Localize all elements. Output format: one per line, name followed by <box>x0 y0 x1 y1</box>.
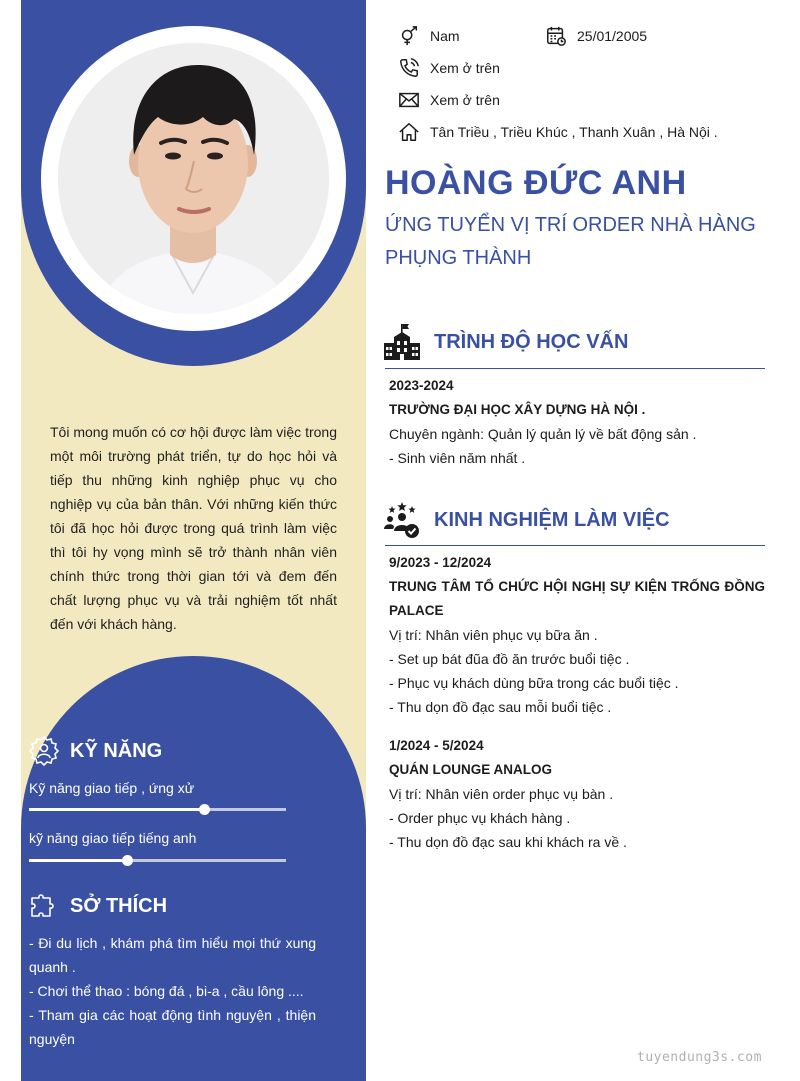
education-detail: Chuyên ngành: Quản lý quản lý về bất động sản . <box>389 426 697 442</box>
experience-heading <box>383 501 670 539</box>
skill-bar-knob <box>199 804 210 815</box>
calendar-icon <box>545 25 567 47</box>
birthdate-row <box>545 25 647 47</box>
gender-value: Nam <box>430 28 460 44</box>
mail-icon <box>398 89 420 111</box>
hobbies-title: SỞ THÍCH <box>70 894 168 917</box>
address-value: Tân Triều , Triều Khúc , Thanh Xuân , Hà Nội . <box>430 124 718 140</box>
experience-detail: - Phục vụ khách dùng bữa trong các buổi tiệc . <box>389 675 679 691</box>
email-value: Xem ở trên <box>430 92 500 108</box>
birthdate-value: 25/01/2005 <box>577 28 648 44</box>
skill-bar-knob <box>122 855 133 866</box>
address-row <box>398 121 718 143</box>
education-title: TRÌNH ĐỘ HỌC VẤN <box>434 330 629 353</box>
home-icon <box>398 121 420 143</box>
experience-detail: Vị trí: Nhân viên phục vụ bữa ăn . <box>389 627 598 643</box>
experience-period: 9/2023 - 12/2024 <box>389 555 492 570</box>
experience-divider <box>385 545 765 546</box>
skill-label: kỹ năng giao tiếp tiếng anh <box>29 830 197 846</box>
skill-bar-fill <box>29 808 204 811</box>
skills-title: KỸ NĂNG <box>70 739 163 762</box>
applied-position: ỨNG TUYỂN VỊ TRÍ ORDER NHÀ HÀNG PHỤNG THÀNH <box>385 214 756 269</box>
experience-detail: Vị trí: Nhân viên order phục vụ bàn . <box>389 786 614 802</box>
hobby-item: - Tham gia các hoạt động tình nguyện , thiện nguyện <box>29 1007 316 1047</box>
hobbies-heading <box>28 890 167 922</box>
education-detail: - Sinh viên năm nhất . <box>389 450 526 466</box>
school-icon <box>383 323 421 361</box>
skill-bar <box>29 808 286 811</box>
skill-gear-icon <box>28 735 60 767</box>
watermark: tuyendung3s.com <box>637 1050 762 1065</box>
hobbies-list <box>29 931 316 1051</box>
experience-entry <box>389 734 765 854</box>
company-name: TRUNG TÂM TỔ CHỨC HỘI NGHỊ SỰ KIỆN TRỐNG ĐỒNG PALACE <box>389 579 765 618</box>
profile-photo <box>58 43 329 314</box>
skill-bar <box>29 859 286 862</box>
team-star-icon <box>383 501 421 539</box>
email-row <box>398 89 500 111</box>
experience-detail: - Thu dọn đồ đạc sau khi khách ra về . <box>389 834 627 850</box>
skill-bar-fill <box>29 859 127 862</box>
experience-detail: - Order phục vụ khách hàng . <box>389 810 571 826</box>
experience-period: 1/2024 - 5/2024 <box>389 738 484 753</box>
experience-detail: - Thu dọn đồ đạc sau mỗi buổi tiệc . <box>389 699 612 715</box>
skills-heading <box>28 735 162 767</box>
hobby-item: - Đi du lịch , khám phá tìm hiểu mọi thứ xung quanh . <box>29 935 316 975</box>
experience-detail: - Set up bát đũa đồ ăn trước buổi tiệc . <box>389 651 630 667</box>
phone-icon <box>398 57 420 79</box>
phone-row <box>398 57 500 79</box>
school-name: TRƯỜNG ĐẠI HỌC XÂY DỰNG HÀ NỘI . <box>389 402 646 417</box>
education-entry <box>389 374 765 470</box>
career-objective: Tôi mong muốn có cơ hội được làm việc trong một môi trường phát triển, tự do học hỏi và tiếp thu những kinh nghiệp phục vụ cho nghiệp vụ của bản thân. Với những kiến thức tôi đã học hỏi được trong quá trình làm việc thì tôi hy vọng mình sẽ trở thành nhân viên chính thức trong thời gian tới và đem đến chất lượng phục vụ và trải nghiệm tốt nhất đến với khách hàng. <box>50 424 337 632</box>
puzzle-icon <box>28 890 60 922</box>
skill-label: Kỹ năng giao tiếp , ứng xử <box>29 780 195 796</box>
experience-entry <box>389 551 765 719</box>
hobby-item: - Chơi thể thao : bóng đá , bi-a , cầu lông .... <box>29 983 304 999</box>
gender-icon <box>398 25 420 47</box>
education-period: 2023-2024 <box>389 378 454 393</box>
phone-value: Xem ở trên <box>430 60 500 76</box>
education-heading <box>383 323 628 361</box>
education-divider <box>385 368 765 369</box>
candidate-name: HOÀNG ĐỨC ANH <box>385 164 687 202</box>
experience-title: KINH NGHIỆM LÀM VIỆC <box>434 508 670 531</box>
company-name: QUÁN LOUNGE ANALOG <box>389 762 552 777</box>
gender-row <box>398 25 460 47</box>
